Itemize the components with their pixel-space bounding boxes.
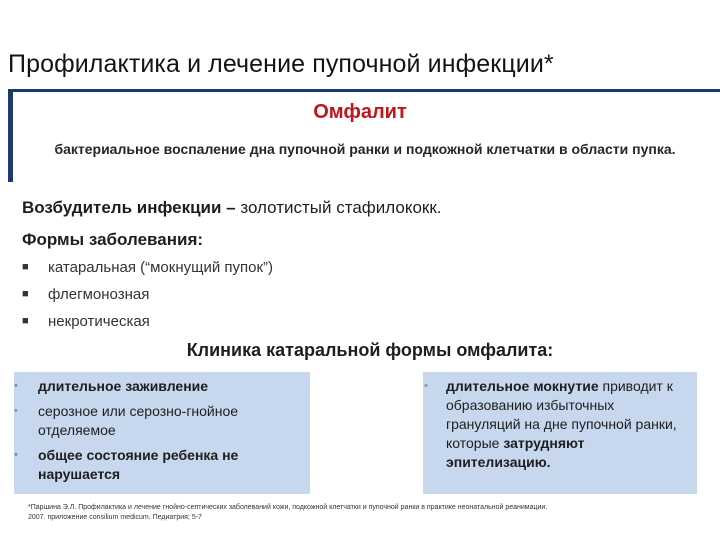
forms-label: Формы заболевания: [22,230,204,249]
bullet-square-icon: ■ [22,315,29,327]
form-item: ■ катаральная (“мокнущий пупок”) [22,259,274,276]
clinic-heading: Клиника катаральной формы омфалита: [186,340,554,360]
right-symptom-panel [423,372,697,494]
bullet-dot-icon: • [14,405,18,417]
bullet-dot-icon: • [14,449,18,461]
panel-item: • длительное заживление [14,378,209,394]
footnote: *Паршина Э.Л. Профилактика и лечение гнойно-септических заболеваний кожи, подкожной клетчатки и пупочной ранки в практике неонатальной реанимации. 2007. приложение consilium medicum. Педиатрия; 5-7 [28,504,548,521]
bullet-square-icon: ■ [22,261,29,273]
pathogen-label: Возбудитель инфекции – [22,198,236,217]
left-symptom-panel [14,372,310,494]
title-rule [8,89,720,92]
pathogen-value: золотистый стафилококк. [235,198,442,217]
panel-item: • общее состояние ребенка не нарушается [14,447,239,482]
bullet-square-icon: ■ [22,288,29,300]
heading-omphalitis: Омфалит [313,101,407,123]
slide-title: Профилактика и лечение пупочной инфекции* [8,50,554,78]
form-item: ■ флегмонозная [22,286,150,303]
bullet-dot-icon: • [424,380,428,392]
form-item: ■ некротическая [22,313,150,330]
definition-text: бактериальное воспаление дна пупочной ранки и подкожной клетчатки в области пупка. [54,141,676,157]
panel-item: • серозное или серозно-гнойное отделяемое [14,403,239,438]
pathogen-line [22,198,442,218]
bullet-dot-icon: • [14,380,18,392]
panel-item: • длительное мокнутие приводит к образованию избыточных грануляций на дне пупочной ранки, которые затрудняют эпителизацию. [424,378,677,470]
